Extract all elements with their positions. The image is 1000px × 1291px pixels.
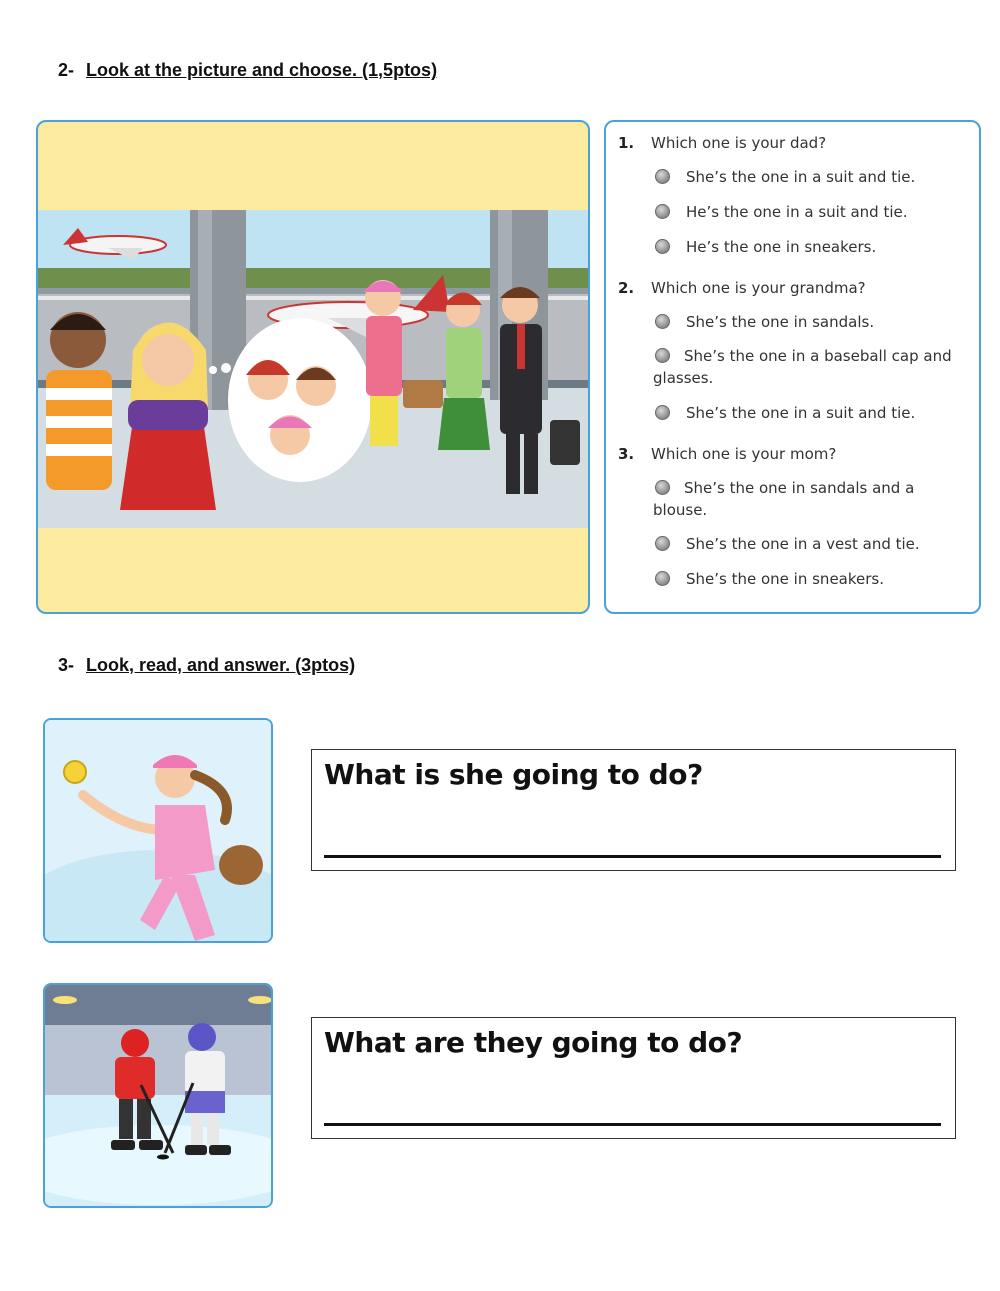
quiz-panel (604, 120, 981, 614)
option-text: She’s the one in a suit and tie. (686, 404, 916, 422)
section-2-heading: Look at the picture and choose. (1,5ptos) (86, 60, 438, 80)
radio-button[interactable] (655, 239, 670, 254)
answer-question-1: What is she going to do? (324, 758, 703, 791)
airport-scene-illustration (38, 210, 588, 528)
radio-button[interactable] (655, 169, 670, 184)
section-2-title (58, 60, 437, 81)
question-1-option-1[interactable] (655, 166, 973, 188)
answer-line-2[interactable] (324, 1123, 941, 1126)
option-text: She’s the one in a vest and tie. (686, 535, 920, 553)
question-2-option-1[interactable] (655, 311, 973, 333)
radio-button[interactable] (655, 348, 670, 363)
question-2-option-2[interactable] (655, 345, 973, 389)
question-2-number: 2. (618, 279, 635, 297)
radio-button[interactable] (655, 204, 670, 219)
option-text: She’s the one in a baseball cap and glasses. (653, 347, 952, 387)
option-text: She’s the one in a suit and tie. (686, 168, 916, 186)
airport-family-picture (36, 120, 590, 614)
answer-line-1[interactable] (324, 855, 941, 858)
question-3-option-3[interactable] (655, 568, 973, 590)
radio-button[interactable] (655, 314, 670, 329)
answer-box-2[interactable] (311, 1017, 956, 1139)
question-3-text: Which one is your mom? (651, 445, 837, 463)
question-1-option-2[interactable] (655, 201, 973, 223)
radio-button[interactable] (655, 536, 670, 551)
answer-question-2: What are they going to do? (324, 1026, 743, 1059)
radio-button[interactable] (655, 480, 670, 495)
question-1-option-3[interactable] (655, 236, 973, 258)
question-2-text: Which one is your grandma? (651, 279, 866, 297)
boy (46, 312, 112, 490)
question-3 (618, 445, 836, 463)
question-3-option-1[interactable] (655, 477, 973, 521)
section-3-number: 3- (58, 655, 75, 675)
hockey-picture (43, 983, 273, 1208)
radio-button[interactable] (655, 571, 670, 586)
section-2-number: 2- (58, 60, 75, 80)
section-3-heading: Look, read, and answer. (3ptos) (86, 655, 356, 675)
option-text: She’s the one in sneakers. (686, 570, 884, 588)
section-3-title (58, 655, 355, 676)
option-text: He’s the one in sneakers. (686, 238, 877, 256)
answer-box-1[interactable] (311, 749, 956, 871)
question-3-option-2[interactable] (655, 533, 973, 555)
option-text: He’s the one in a suit and tie. (686, 203, 908, 221)
question-3-number: 3. (618, 445, 635, 463)
option-text: She’s the one in sandals. (686, 313, 875, 331)
radio-button[interactable] (655, 405, 670, 420)
question-2-option-3[interactable] (655, 402, 973, 424)
question-1-text: Which one is your dad? (651, 134, 827, 152)
girl (120, 323, 216, 511)
softball-picture (43, 718, 273, 943)
option-text: She’s the one in sandals and a blouse. (653, 479, 915, 519)
question-1 (618, 134, 826, 152)
question-1-number: 1. (618, 134, 635, 152)
softball-girl-illustration (45, 720, 271, 941)
question-2 (618, 279, 866, 297)
ice-hockey-illustration (45, 985, 271, 1206)
